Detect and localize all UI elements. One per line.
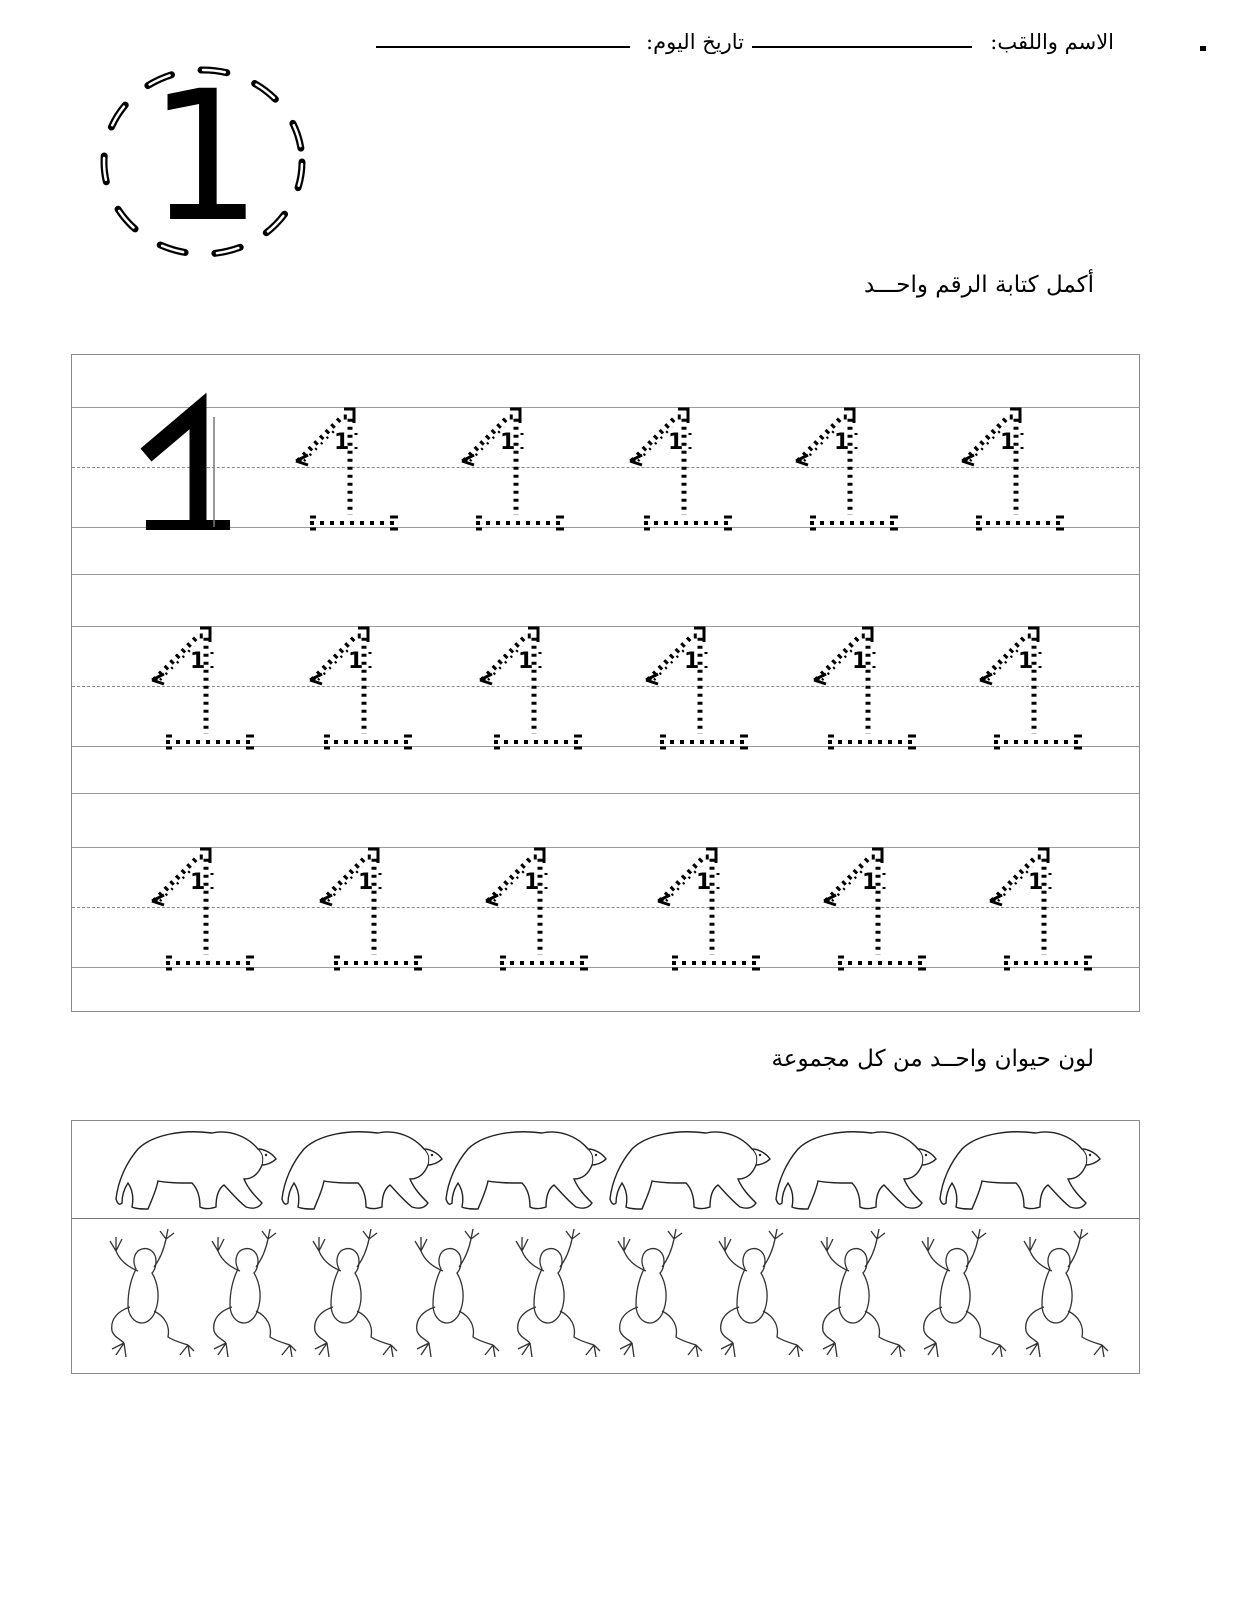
traced-digit[interactable] [474,622,584,761]
traced-digit[interactable] [640,622,750,761]
traced-digit[interactable] [146,622,256,761]
svg-text:1: 1 [190,870,206,895]
instruction-1: أكمل كتابة الرقم واحـــد [863,272,1094,298]
traced-digit[interactable] [818,843,928,982]
traced-digit[interactable] [652,843,762,982]
instruction-2: لون حيوان واحــد من كل مجموعة [771,1046,1094,1072]
traced-digit[interactable] [974,622,1084,761]
svg-text:1: 1 [668,430,684,455]
traced-digit[interactable] [984,843,1094,982]
svg-text:1: 1 [348,649,364,674]
bear-group [72,1121,1138,1218]
svg-text:1: 1 [862,870,878,895]
svg-text:1: 1 [190,649,206,674]
bear-icon[interactable] [278,1123,446,1219]
frog-icon[interactable] [606,1227,702,1371]
frog-group [72,1221,1138,1373]
traced-digit[interactable] [290,403,400,542]
frog-icon[interactable] [910,1227,1006,1371]
bear-icon[interactable] [442,1123,610,1219]
svg-text:1: 1 [358,870,374,895]
svg-text:1: 1 [334,430,350,455]
traced-digit[interactable] [146,843,256,982]
model-digit [134,403,234,533]
svg-text:1: 1 [696,870,712,895]
name-field[interactable] [752,46,972,48]
traced-digit[interactable] [956,403,1066,542]
bear-icon[interactable] [772,1123,940,1219]
numeral-badge [92,53,318,270]
bear-icon[interactable] [936,1123,1104,1219]
frog-icon[interactable] [504,1227,600,1371]
traced-digit[interactable] [808,622,918,761]
writing-practice-box [71,354,1140,1012]
animals-box [71,1120,1140,1374]
svg-text:1: 1 [518,649,534,674]
svg-text:1: 1 [500,430,516,455]
corner-mark [1200,46,1206,51]
svg-text:1: 1 [1018,649,1034,674]
date-field[interactable] [376,46,630,48]
traced-digit[interactable] [480,843,590,982]
frog-icon[interactable] [301,1227,397,1371]
frog-icon[interactable] [200,1227,296,1371]
svg-text:1: 1 [524,870,540,895]
bear-icon[interactable] [606,1123,774,1219]
date-label: تاريخ اليوم: [646,30,744,54]
big-numeral: 1 [147,53,263,262]
svg-text:1: 1 [852,649,868,674]
frog-icon[interactable] [98,1227,194,1371]
traced-digit[interactable] [456,403,566,542]
traced-digit[interactable] [314,843,424,982]
traced-digit[interactable] [624,403,734,542]
name-label: الاسم واللقب: [990,30,1114,54]
svg-text:1: 1 [834,430,850,455]
svg-text:1: 1 [1028,870,1044,895]
svg-text:1: 1 [1000,430,1016,455]
traced-digit[interactable] [304,622,414,761]
bear-icon[interactable] [112,1123,280,1219]
svg-text:1: 1 [684,649,700,674]
traced-digit[interactable] [790,403,900,542]
frog-icon[interactable] [403,1227,499,1371]
frog-icon[interactable] [1012,1227,1108,1371]
frog-icon[interactable] [809,1227,905,1371]
frog-icon[interactable] [707,1227,803,1371]
